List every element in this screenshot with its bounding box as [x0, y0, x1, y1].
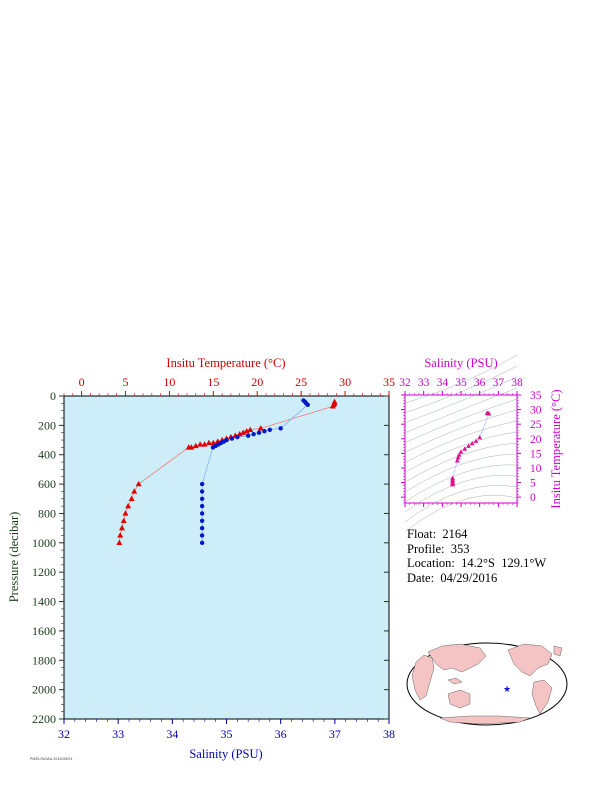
y-tick-label: 2000: [32, 682, 56, 697]
ts-temp-tick-label: 20: [530, 433, 542, 446]
y-tick-label: 600: [38, 477, 56, 492]
float-location-star: ★: [502, 684, 512, 694]
salinity-point: [235, 435, 239, 439]
sal-tick-label: 37: [328, 727, 341, 741]
land-greenland: [554, 646, 562, 656]
footer-stamp: PMEL/NOAA 2016/05/01: [30, 757, 73, 761]
sal-tick-label: 32: [58, 727, 70, 741]
sal-tick-label: 38: [383, 727, 395, 741]
ts-sal-tick-label: 34: [436, 377, 449, 389]
ts-plot-area: [405, 395, 517, 503]
profile-number: Profile: 353: [407, 541, 470, 556]
salinity-point: [306, 403, 310, 407]
ts-temp-tick-label: 0: [530, 492, 536, 505]
temp-tick-label: 30: [339, 375, 352, 389]
ts-temp-tick-label: 15: [530, 448, 542, 461]
y-tick-label: 2200: [32, 712, 56, 726]
temp-tick-label: 25: [295, 375, 308, 389]
ts-temp-tick-label: 35: [530, 390, 542, 402]
salinity-point: [262, 429, 266, 433]
salinity-point: [230, 436, 234, 440]
temp-tick-label: 5: [122, 375, 129, 389]
salinity-point: [200, 504, 204, 508]
salinity-point: [200, 489, 204, 493]
main-plot: [7, 356, 395, 761]
y-tick-label: 200: [38, 418, 56, 433]
y-tick-label: 1400: [32, 594, 56, 609]
temp-tick-label: 0: [78, 375, 85, 389]
ts-right-axis-title: Insitu Temperature (°C): [549, 389, 563, 509]
land-antarctica: [440, 716, 530, 724]
float-location: Location: 14.2°S 129.1°W: [407, 556, 547, 570]
y-tick-label: 0: [50, 389, 56, 403]
main-plot-area: [64, 396, 389, 719]
temp-tick-label: 10: [163, 375, 176, 389]
ts-temp-tick-label: 30: [530, 404, 542, 417]
salinity-point: [200, 511, 204, 515]
bottom-axis-title: Salinity (PSU): [189, 747, 263, 761]
salinity-point: [251, 432, 255, 436]
sal-tick-label: 33: [112, 727, 125, 741]
y-tick-label: 1200: [32, 565, 56, 580]
ts-sal-tick-label: 35: [455, 377, 467, 389]
y-tick-label: 800: [38, 506, 56, 521]
temp-tick-label: 35: [383, 375, 395, 389]
ts-top-axis-title: Salinity (PSU): [424, 356, 498, 370]
sal-tick-label: 35: [220, 727, 233, 741]
ts-sal-tick-label: 33: [417, 377, 430, 389]
y-tick-label: 400: [38, 447, 56, 462]
ts-sal-tick-label: 38: [511, 377, 523, 389]
ts-sal-tick-label: 36: [473, 377, 486, 389]
y-tick-label: 1000: [32, 535, 56, 550]
y-axis-title: Pressure (decibar): [7, 511, 21, 603]
salinity-point: [257, 431, 261, 435]
world-map: [407, 643, 567, 725]
salinity-point: [200, 497, 204, 501]
sal-tick-label: 36: [274, 727, 287, 741]
salinity-point: [268, 428, 272, 432]
ts-sal-tick-label: 32: [399, 377, 411, 389]
top-axis-title: Insitu Temperature (°C): [166, 356, 286, 370]
float-id: Float: 2164: [407, 527, 468, 541]
profile-date: Date: 04/29/2016: [407, 570, 498, 585]
temp-tick-label: 15: [207, 375, 220, 389]
ts-temp-tick-label: 10: [530, 462, 542, 475]
salinity-point: [246, 433, 250, 437]
salinity-point: [278, 426, 282, 430]
salinity-point: [200, 482, 204, 486]
salinity-point: [200, 519, 204, 523]
salinity-point: [200, 533, 204, 537]
sal-tick-label: 34: [166, 727, 179, 741]
salinity-point: [200, 541, 204, 545]
ts-inset: [399, 355, 563, 532]
y-tick-label: 1600: [32, 623, 56, 638]
float-info: [407, 527, 546, 585]
salinity-point: [200, 526, 204, 530]
salinity-point: [211, 445, 215, 449]
ts-sal-tick-label: 37: [492, 377, 505, 389]
y-tick-label: 1800: [32, 653, 56, 668]
temp-tick-label: 20: [251, 375, 264, 389]
ts-temp-tick-label: 25: [530, 419, 542, 432]
ts-temp-tick-label: 5: [530, 477, 536, 490]
